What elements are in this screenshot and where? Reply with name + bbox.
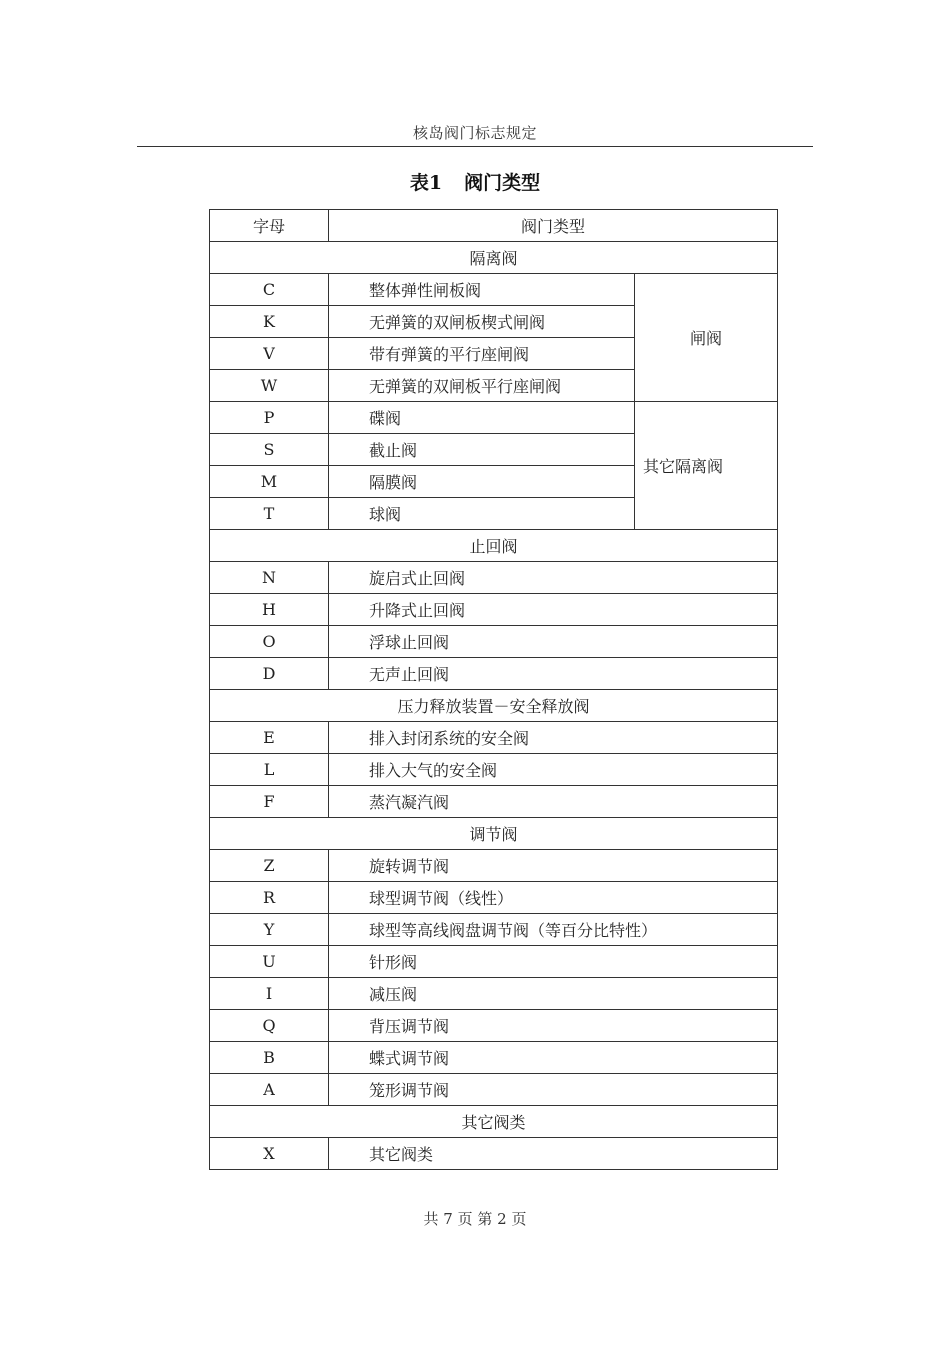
table-row (210, 754, 778, 786)
table-row (210, 274, 778, 306)
row-letter: Z (210, 850, 329, 882)
row-letter: Y (210, 914, 329, 946)
table-row (210, 978, 778, 1010)
row-description: 针形阀 (329, 946, 778, 978)
table-row (210, 402, 778, 434)
row-letter: A (210, 1074, 329, 1106)
table-number: 表1 (409, 172, 443, 194)
column-header-letter: 字母 (210, 210, 329, 242)
section-heading-row (210, 530, 778, 562)
row-description: 碟阀 (329, 402, 635, 434)
row-letter: T (210, 498, 329, 530)
row-description: 排入大气的安全阀 (329, 754, 778, 786)
section-heading-row (210, 818, 778, 850)
row-letter: U (210, 946, 329, 978)
section-heading-control: 调节阀 (210, 818, 778, 850)
row-letter: H (210, 594, 329, 626)
row-description: 无弹簧的双闸板楔式闸阀 (329, 306, 635, 338)
row-letter: M (210, 466, 329, 498)
row-letter: S (210, 434, 329, 466)
row-letter: L (210, 754, 329, 786)
row-description: 整体弹性闸板阀 (329, 274, 635, 306)
row-letter: W (210, 370, 329, 402)
section-heading-isolation: 隔离阀 (210, 242, 778, 274)
running-header: 核岛阀门标志规定 (412, 124, 537, 142)
row-description: 带有弹簧的平行座闸阀 (329, 338, 635, 370)
group-label-other-isolation: 其它隔离阀 (635, 402, 778, 530)
row-description: 无声止回阀 (329, 658, 778, 690)
section-heading-row (210, 690, 778, 722)
row-description: 无弹簧的双闸板平行座闸阀 (329, 370, 635, 402)
row-description: 隔膜阀 (329, 466, 635, 498)
row-description: 背压调节阀 (329, 1010, 778, 1042)
column-header-type: 阀门类型 (329, 210, 778, 242)
row-description: 其它阀类 (329, 1138, 778, 1170)
table-row (210, 626, 778, 658)
row-letter: E (210, 722, 329, 754)
table-row (210, 562, 778, 594)
table-title (0, 168, 950, 195)
row-description: 排入封闭系统的安全阀 (329, 722, 778, 754)
row-letter: Q (210, 1010, 329, 1042)
table-header-row (210, 210, 778, 242)
row-description: 截止阀 (329, 434, 635, 466)
row-description: 笼形调节阀 (329, 1074, 778, 1106)
table-row (210, 786, 778, 818)
section-heading-relief: 压力释放装置－安全释放阀 (210, 690, 778, 722)
valve-type-table (209, 209, 778, 1170)
row-description: 球阀 (329, 498, 635, 530)
row-description: 旋转调节阀 (329, 850, 778, 882)
header-divider (137, 146, 813, 147)
table-row (210, 1010, 778, 1042)
row-description: 球型等高线阀盘调节阀（等百分比特性） (329, 914, 778, 946)
section-heading-other: 其它阀类 (210, 1106, 778, 1138)
table-row (210, 914, 778, 946)
row-letter: P (210, 402, 329, 434)
row-letter: O (210, 626, 329, 658)
table-row (210, 658, 778, 690)
table-row (210, 722, 778, 754)
row-letter: K (210, 306, 329, 338)
page-footer: 共 7 页 第 2 页 (423, 1210, 527, 1228)
table-row (210, 1042, 778, 1074)
row-description: 蒸汽凝汽阀 (329, 786, 778, 818)
row-letter: D (210, 658, 329, 690)
table-name: 阀门类型 (464, 172, 541, 194)
table-row (210, 882, 778, 914)
row-letter: I (210, 978, 329, 1010)
section-heading-row (210, 242, 778, 274)
row-description: 浮球止回阀 (329, 626, 778, 658)
row-description: 蝶式调节阀 (329, 1042, 778, 1074)
row-letter: B (210, 1042, 329, 1074)
row-description: 升降式止回阀 (329, 594, 778, 626)
row-description: 旋启式止回阀 (329, 562, 778, 594)
table-row (210, 850, 778, 882)
row-letter: X (210, 1138, 329, 1170)
table-row (210, 594, 778, 626)
row-letter: N (210, 562, 329, 594)
row-description: 减压阀 (329, 978, 778, 1010)
section-heading-row (210, 1106, 778, 1138)
table-row (210, 946, 778, 978)
row-letter: R (210, 882, 329, 914)
group-label-gate: 闸阀 (635, 274, 778, 402)
row-letter: C (210, 274, 329, 306)
table-row (210, 1138, 778, 1170)
row-letter: V (210, 338, 329, 370)
table-row (210, 1074, 778, 1106)
section-heading-check: 止回阀 (210, 530, 778, 562)
row-description: 球型调节阀（线性） (329, 882, 778, 914)
row-letter: F (210, 786, 329, 818)
